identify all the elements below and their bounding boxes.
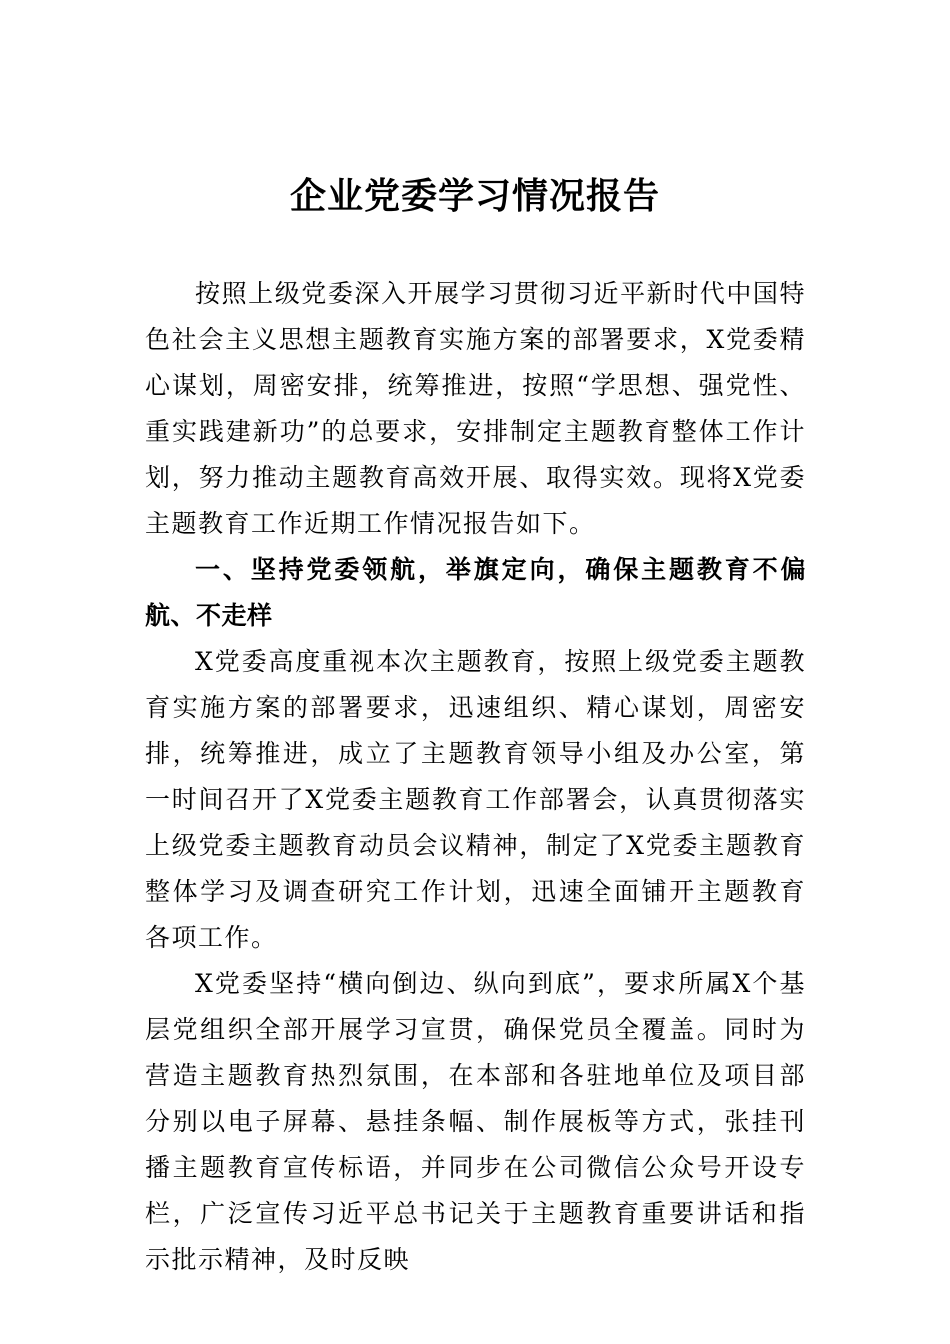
section-heading: 一、坚持党委领航，举旗定向，确保主题教育不偏航、不走样 — [145, 555, 806, 630]
body-paragraph: X党委坚持“横向倒边、纵向到底”，要求所属X个基层党组织全部开展学习宣贯，确保党员全覆盖。同时为营造主题教育热烈氛围，在本部和各驻地单位及项目部分别以电子屏幕、悬挂条幅、制作展板等方式，张挂刊播主题教育宣传标语，并同步在公司微信公众号开设专栏，广泛宣传习近平总书记关于主题教育重要讲话和指示批示精神，及时反映 — [145, 969, 806, 1274]
document-body — [145, 271, 806, 1283]
document-title: 企业党委学习情况报告 — [289, 175, 660, 217]
intro-paragraph: 按照上级党委深入开展学习贯彻习近平新时代中国特色社会主义思想主题教育实施方案的部署要求，X党委精心谋划，周密安排，统筹推进，按照“学思想、强党性、重实践建新功”的总要求，安排制定主题教育整体工作计划，努力推动主题教育高效开展、取得实效。现将X党委主题教育工作近期工作情况报告如下。 — [145, 279, 806, 538]
body-paragraph: X党委高度重视本次主题教育，按照上级党委主题教育实施方案的部署要求，迅速组织、精心谋划，周密安排，统筹推进，成立了主题教育领导小组及办公室，第一时间召开了X党委主题教育工作部署会，认真贯彻落实上级党委主题教育动员会议精神，制定了X党委主题教育整体学习及调查研究工作计划，迅速全面铺开主题教育各项工作。 — [145, 647, 806, 952]
